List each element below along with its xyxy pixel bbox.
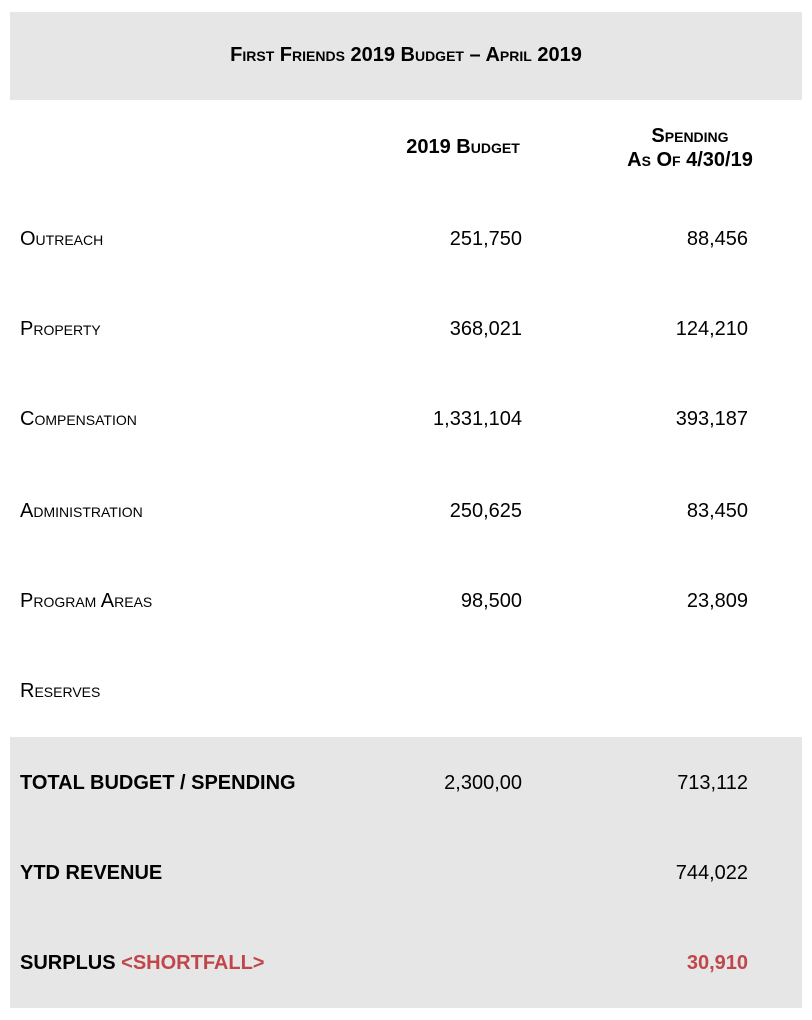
row-spending-property: 124,210 — [675, 318, 748, 340]
surplus-value: 30,910 — [686, 952, 748, 974]
total-budget-value: 2,300,00 — [444, 772, 522, 794]
column-header-spending-line1: Spending — [651, 125, 729, 147]
shortfall-label: <SHORTFALL> — [121, 952, 265, 974]
column-header-budget — [380, 135, 546, 159]
surplus-row-label — [20, 952, 265, 975]
surplus-label: SURPLUS — [20, 952, 116, 974]
row-budget-property: 368,021 — [449, 318, 522, 340]
row-label-program-areas: Program Areas — [20, 590, 153, 612]
row-spending-compensation: 393,187 — [675, 408, 748, 430]
ytd-revenue-value: 744,022 — [675, 862, 748, 884]
ytd-revenue-label: YTD REVENUE — [20, 862, 163, 884]
row-label-compensation: Compensation — [20, 408, 137, 430]
row-budget-compensation: 1,331,104 — [433, 408, 522, 430]
row-label-property: Property — [20, 318, 101, 340]
row-label-administration: Administration — [20, 500, 143, 522]
total-label: TOTAL BUDGET / SPENDING — [20, 772, 296, 794]
row-budget-outreach: 251,750 — [449, 228, 522, 250]
row-spending-outreach: 88,456 — [686, 228, 748, 250]
row-label-outreach: Outreach — [20, 228, 104, 250]
column-header-spending — [600, 124, 780, 172]
total-spending-value: 713,112 — [677, 772, 748, 794]
column-header-budget-label: 2019 Budget — [406, 136, 520, 158]
row-budget-program-areas: 98,500 — [460, 590, 522, 612]
page-title: First Friends 2019 Budget – April 2019 — [230, 44, 582, 66]
row-label-reserves: Reserves — [20, 680, 101, 702]
row-spending-program-areas: 23,809 — [686, 590, 748, 612]
row-spending-administration: 83,450 — [686, 500, 748, 522]
column-header-spending-line2: As Of 4/30/19 — [627, 149, 753, 171]
row-budget-administration: 250,625 — [449, 500, 522, 522]
